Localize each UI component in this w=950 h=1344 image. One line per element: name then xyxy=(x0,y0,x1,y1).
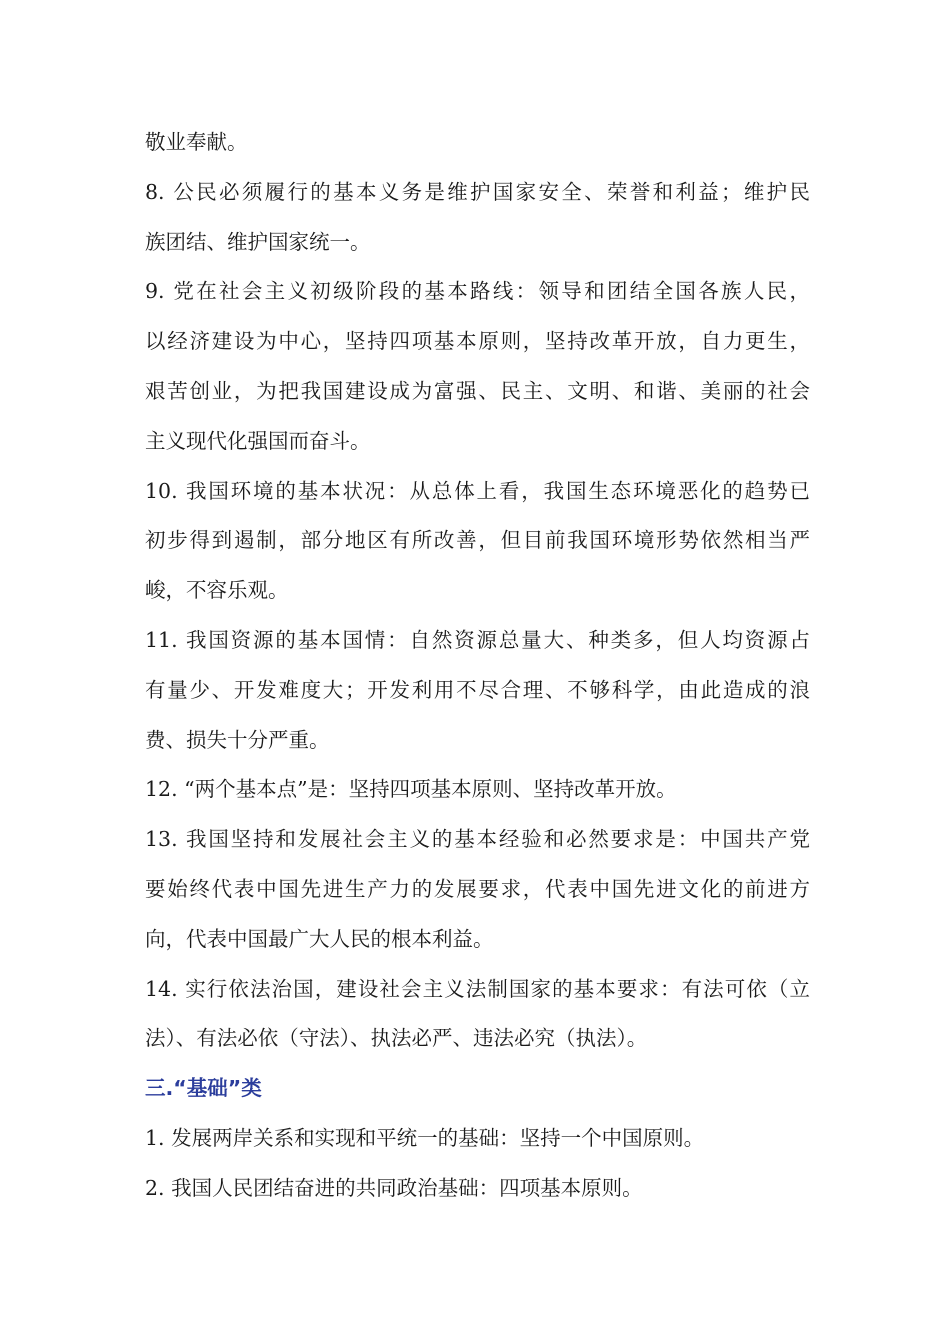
text-line: 主义现代化强国而奋斗。 xyxy=(145,428,371,453)
text-line: 敬业奉献。 xyxy=(145,130,248,154)
text-line: 费、损失十分严重。 xyxy=(145,727,330,752)
document-body xyxy=(145,118,810,1214)
text-line: 艰苦创业，为把我国建设成为富强、民主、文明、和谐、美丽的社会 xyxy=(145,378,810,403)
text-line: 11. 我国资源的基本国情：自然资源总量大、种类多，但人均资源占 xyxy=(145,627,810,652)
text-line: 法）、有法必依（守法）、执法必严、违法必究（执法）。 xyxy=(145,1026,648,1051)
text-line: 8. 公民必须履行的基本义务是维护国家安全、荣誉和利益；维护民 xyxy=(145,179,810,204)
text-line: 2. 我国人民团结奋进的共同政治基础：四项基本原则。 xyxy=(145,1175,643,1200)
text-line: 13. 我国坚持和发展社会主义的基本经验和必然要求是：中国共产党 xyxy=(145,827,810,852)
text-line: 要始终代表中国先进生产力的发展要求，代表中国先进文化的前进方 xyxy=(145,876,810,901)
text-line: 初步得到遏制，部分地区有所改善，但目前我国环境形势依然相当严 xyxy=(145,528,810,553)
text-line: 向，代表中国最广大人民的根本利益。 xyxy=(145,926,494,951)
section-heading: 三.“基础”类 xyxy=(145,1076,262,1101)
text-line: 有量少、开发难度大；开发利用不尽合理、不够科学，由此造成的浪 xyxy=(145,677,810,702)
text-line: 族团结、维护国家统一。 xyxy=(145,229,371,254)
text-line: 峻，不容乐观。 xyxy=(145,578,289,603)
text-line: 9. 党在社会主义初级阶段的基本路线：领导和团结全国各族人民， xyxy=(145,279,810,304)
text-line: 1. 发展两岸关系和实现和平统一的基础：坚持一个中国原则。 xyxy=(145,1125,705,1150)
text-line: 14. 实行依法治国，建设社会主义法制国家的基本要求：有法可依（立 xyxy=(145,976,810,1001)
text-line: 12. “两个基本点”是：坚持四项基本原则、坚持改革开放。 xyxy=(145,777,677,802)
text-line: 10. 我国环境的基本状况：从总体上看，我国生态环境恶化的趋势已 xyxy=(145,478,810,503)
text-line: 以经济建设为中心，坚持四项基本原则，坚持改革开放，自力更生， xyxy=(145,329,810,354)
